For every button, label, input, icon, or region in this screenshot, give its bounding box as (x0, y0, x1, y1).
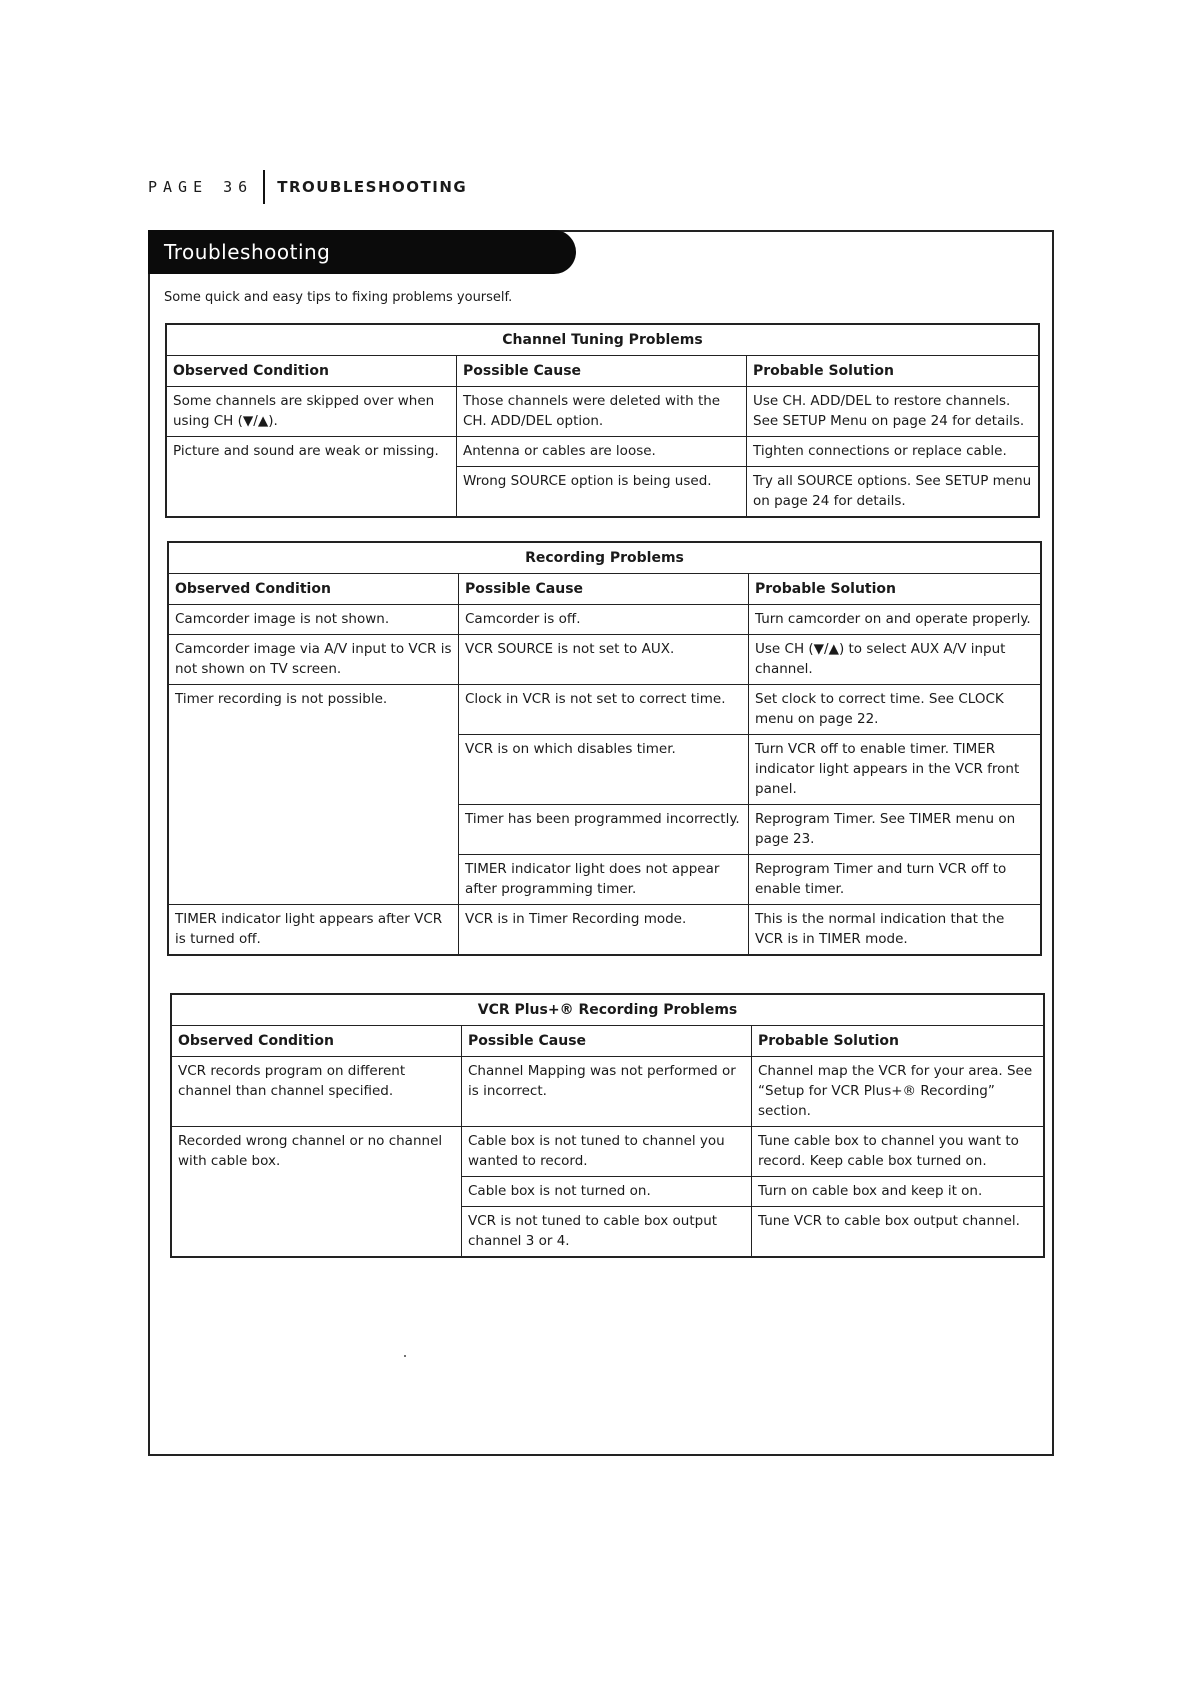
cause-cell: Those channels were deleted with the CH. ADD/DEL option. (457, 387, 747, 437)
solution-cell: Tighten connections or replace cable. (747, 437, 1039, 467)
column-header: Observed Condition (172, 1026, 462, 1057)
cause-cell: VCR is on which disables timer. (459, 735, 749, 805)
cause-cell: Cable box is not tuned to channel you wanted to record. (462, 1127, 752, 1177)
section-tab (148, 230, 576, 274)
column-header: Observed Condition (167, 356, 457, 387)
solution-cell: Try all SOURCE options. See SETUP menu on page 24 for details. (747, 467, 1039, 517)
cause-cell: Camcorder is off. (459, 605, 749, 635)
cause-cell: Clock in VCR is not set to correct time. (459, 685, 749, 735)
tab-title: Troubleshooting (164, 240, 331, 264)
section-name: TROUBLESHOOTING (277, 178, 468, 196)
cause-cell: Channel Mapping was not performed or is incorrect. (462, 1057, 752, 1127)
recording-problems-table (168, 542, 1041, 955)
table-row (172, 1127, 1044, 1177)
column-header: Probable Solution (749, 574, 1041, 605)
cause-cell: Timer has been programmed incorrectly. (459, 805, 749, 855)
table-row (167, 387, 1039, 437)
cause-cell: Cable box is not turned on. (462, 1177, 752, 1207)
condition-cell: TIMER indicator light appears after VCR is turned off. (169, 905, 459, 955)
cause-cell: VCR SOURCE is not set to AUX. (459, 635, 749, 685)
cause-cell: VCR is in Timer Recording mode. (459, 905, 749, 955)
condition-cell: VCR records program on different channel than channel specified. (172, 1057, 462, 1127)
solution-cell: Tune VCR to cable box output channel. (752, 1207, 1044, 1257)
page-number: PAGE 36 (148, 178, 254, 196)
cause-cell: Antenna or cables are loose. (457, 437, 747, 467)
condition-cell: Recorded wrong channel or no channel with cable box. (172, 1127, 462, 1257)
table-row (169, 605, 1041, 635)
table-row (167, 437, 1039, 467)
cause-cell: VCR is not tuned to cable box output channel 3 or 4. (462, 1207, 752, 1257)
column-header: Probable Solution (747, 356, 1039, 387)
solution-cell: Turn on cable box and keep it on. (752, 1177, 1044, 1207)
solution-cell: This is the normal indication that the VCR is in TIMER mode. (749, 905, 1041, 955)
table-row (169, 685, 1041, 735)
header-row (172, 1026, 1044, 1057)
table-row (172, 1057, 1044, 1127)
column-header: Observed Condition (169, 574, 459, 605)
solution-cell: Turn VCR off to enable timer. TIMER indicator light appears in the VCR front panel. (749, 735, 1041, 805)
table-title: Channel Tuning Problems (167, 325, 1039, 356)
table-title: VCR Plus+® Recording Problems (172, 995, 1044, 1026)
channel-tuning-table (166, 324, 1039, 517)
header-row (169, 574, 1041, 605)
solution-cell: Reprogram Timer and turn VCR off to enable timer. (749, 855, 1041, 905)
column-header: Possible Cause (459, 574, 749, 605)
header-row (167, 356, 1039, 387)
condition-cell: Timer recording is not possible. (169, 685, 459, 905)
intro-text: Some quick and easy tips to fixing problems yourself. (164, 290, 513, 305)
solution-cell: Channel map the VCR for your area. See “Setup for VCR Plus+® Recording” section. (752, 1057, 1044, 1127)
column-header: Probable Solution (752, 1026, 1044, 1057)
header-divider (263, 170, 265, 204)
table-row (169, 905, 1041, 955)
solution-cell: Set clock to correct time. See CLOCK menu on page 22. (749, 685, 1041, 735)
cause-cell: Wrong SOURCE option is being used. (457, 467, 747, 517)
page-header (148, 170, 467, 204)
vcr-plus-table (171, 994, 1044, 1257)
solution-cell: Turn camcorder on and operate properly. (749, 605, 1041, 635)
condition-cell: Camcorder image is not shown. (169, 605, 459, 635)
stray-mark (404, 1355, 406, 1357)
table-title: Recording Problems (169, 543, 1041, 574)
column-header: Possible Cause (462, 1026, 752, 1057)
cause-cell: TIMER indicator light does not appear after programming timer. (459, 855, 749, 905)
condition-cell: Camcorder image via A/V input to VCR is not shown on TV screen. (169, 635, 459, 685)
solution-cell: Tune cable box to channel you want to record. Keep cable box turned on. (752, 1127, 1044, 1177)
table-row (169, 635, 1041, 685)
solution-cell: Use CH (▼/▲) to select AUX A/V input channel. (749, 635, 1041, 685)
column-header: Possible Cause (457, 356, 747, 387)
condition-cell: Some channels are skipped over when using CH (▼/▲). (167, 387, 457, 437)
solution-cell: Reprogram Timer. See TIMER menu on page 23. (749, 805, 1041, 855)
solution-cell: Use CH. ADD/DEL to restore channels. See SETUP Menu on page 24 for details. (747, 387, 1039, 437)
condition-cell: Picture and sound are weak or missing. (167, 437, 457, 517)
